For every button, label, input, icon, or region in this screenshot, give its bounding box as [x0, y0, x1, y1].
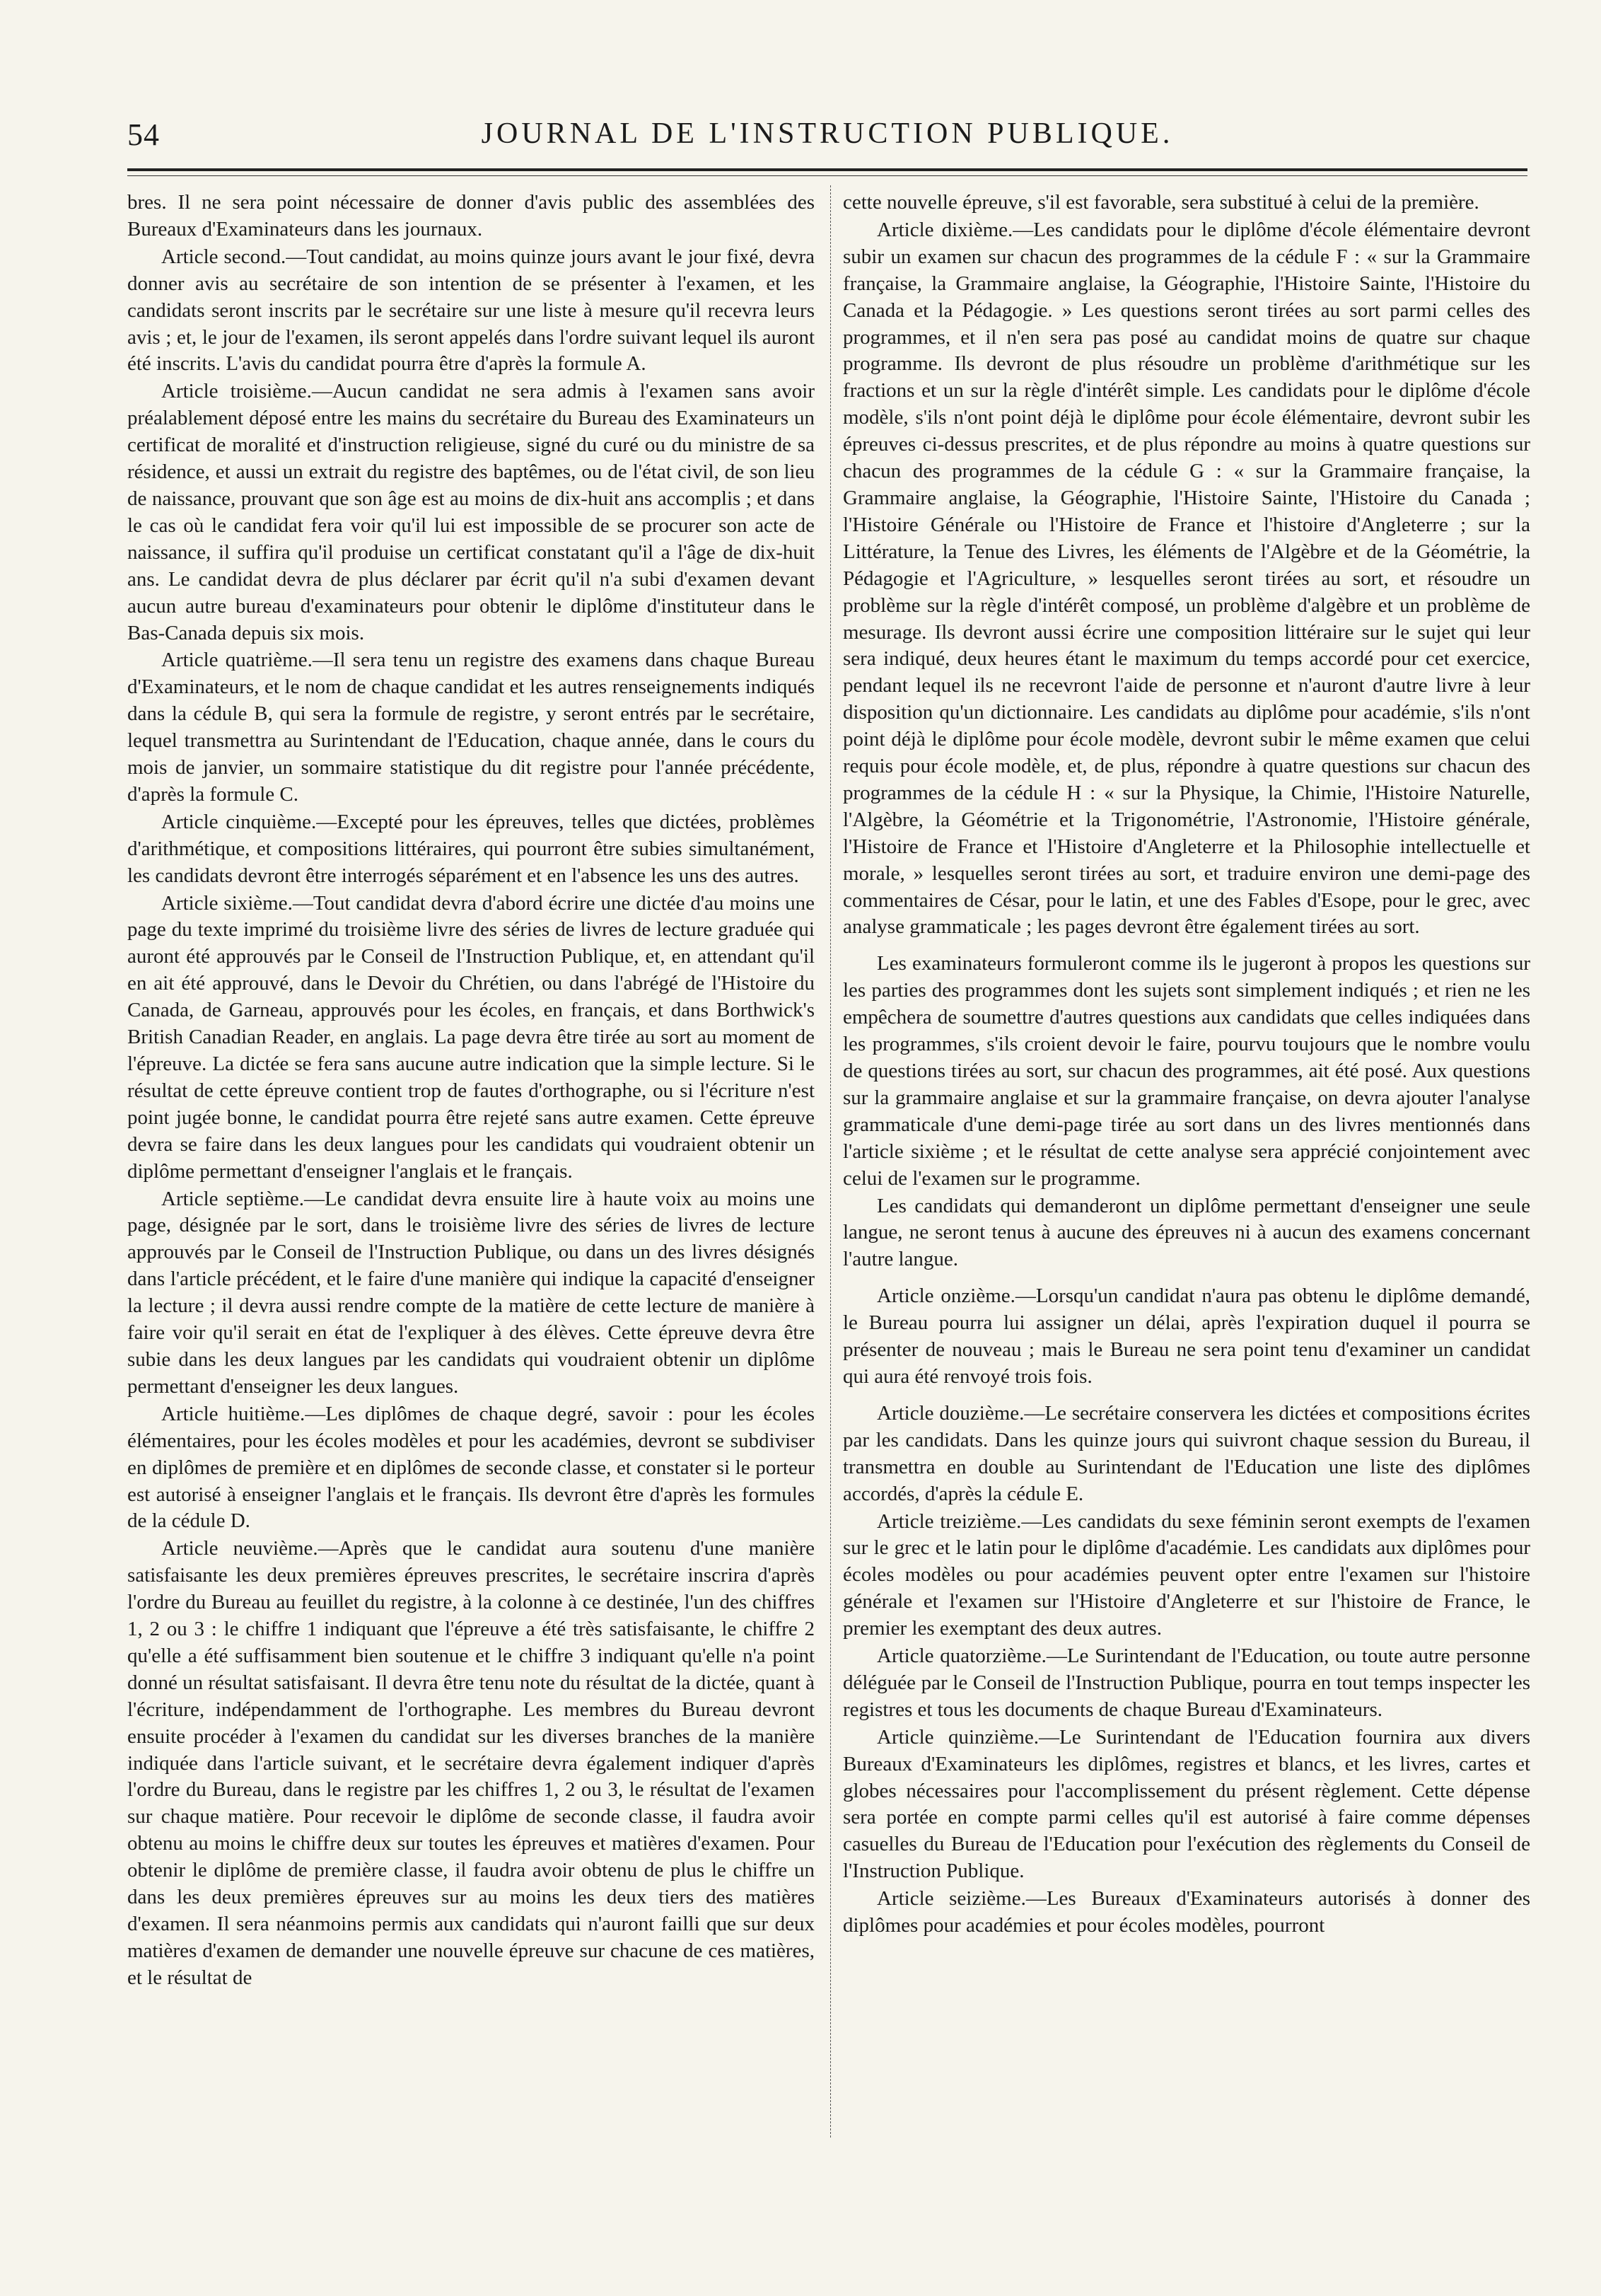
paragraph: bres. Il ne sera point nécessaire de donner d'avis public des assemblées des Bureaux d'Examinateurs dans les journaux.: [127, 191, 815, 240]
paragraph: Article troisième.—Aucun candidat ne sera admis à l'examen sans avoir préalablement déposé entre les mains du secrétaire du Bureau des Examinateurs un certificat de moralité et d'instruction religieuse, signé du curé ou du ministre de sa résidence, et aussi un extrait du registre des baptêmes, ou de l'état civil, de son lieu de naissance, prouvant que son âge est au moins de dix-huit ans accomplis ; et dans le cas où le candidat fera voir qu'il lui est impossible de se procurer son acte de naissance, il suffira qu'il produise un certificat constatant qu'il a l'âge de dix-huit ans. Le candidat devra de plus déclarer par écrit qu'il n'a subi d'examen devant aucun autre bureau d'examinateurs pour obtenir le diplôme d'instituteur dans le Bas-Canada depuis six mois.: [127, 380, 815, 644]
right-column: [843, 190, 1530, 2138]
left-column: [127, 190, 815, 2138]
paragraph: Article dixième.—Les candidats pour le diplôme d'école élémentaire devront subir un examen sur chacun des programmes de la cédule F : « sur la Grammaire française, la Grammaire anglaise, la Géographie, l'Histoire Sainte, l'Histoire du Canada et la Pédagogie. » Les questions seront tirées au sort parmi celles des programmes, et il n'en sera pas posé au candidat moins de quatre sur chaque programme. Ils devront de plus résoudre un problème d'arithmétique sur les fractions et un sur la règle d'intérêt simple. Les candidats pour le diplôme d'école modèle, s'ils n'ont point déjà le diplôme pour école élémentaire, devront subir les épreuves ci-dessus prescrites, et de plus répondre au moins à quatre questions sur chacun des programmes de la cédule G : « sur la Grammaire française, la Grammaire anglaise, la Géographie, l'Histoire Sainte, l'Histoire du Canada ; l'Histoire Générale ou l'Histoire de France et l'histoire d'Angleterre ; sur la Littérature, la Tenue des Livres, les éléments de l'Algèbre et de la Géométrie, la Pédagogie et l'Agriculture, » lesquelles seront tirées au sort, et résoudre un problème sur la règle d'intérêt composé, un problème d'algèbre et un problème de mesurage. Ils devront aussi écrire une composition littéraire sur le sujet qui leur sera indiqué, deux heures étant le maximum du temps accordé pour cet exercice, pendant lequel ils ne recevront l'aide de personne et n'auront d'autre livre à leur disposition qu'un dictionnaire. Les candidats au diplôme pour académie, s'ils n'ont point déjà le diplôme pour école modèle, devront subir le même examen que celui requis pour école modèle, et, de plus, répondre à quatre questions sur chacun des programmes de la cédule H : « sur la Physique, la Chimie, l'Histoire Naturelle, l'Algèbre, la Géométrie et la Trigonométrie, l'Astronomie, l'Histoire générale, l'Histoire de France et l'Histoire d'Angleterre et la Philosophie intellectuelle et morale, » lesquelles seront tirées au sort, et traduire environ une demi-page des commentaires de César, pour le latin, et une des Fables d'Esope, pour le grec, avec analyse grammaticale ; les pages devront être également tirées au sort.: [843, 218, 1530, 939]
running-title: JOURNAL DE L'INSTRUCTION PUBLIQUE.: [481, 117, 1174, 150]
paragraph: Article huitième.—Les diplômes de chaque degré, savoir : pour les écoles élémentaires, pour les écoles modèles et pour les académies, devront se subdiviser en diplômes de première et en diplômes de seconde classe, et constater si le porteur est autorisé à enseigner l'anglais et le français. Ils devront être d'après les formules de la cédule D.: [127, 1402, 815, 1533]
paragraph: Les candidats qui demanderont un diplôme permettant d'enseigner une seule langue, ne seront tenus à aucune des épreuves ni à aucun des examens concernant l'autre langue.: [843, 1194, 1530, 1271]
paragraph: Article neuvième.—Après que le candidat aura soutenu d'une manière satisfaisante les deux premières épreuves prescrites, le secrétaire inscrira d'après l'ordre du Bureau au feuillet du registre, à la colonne à ce destinée, l'un des chiffres 1, 2 ou 3 : le chiffre 1 indiquant que l'épreuve a été très satisfaisante, le chiffre 2 qu'elle a été suffisamment bien soutenue et le chiffre 3 indiquant qu'elle n'a point donné un résultat satisfaisant. Il devra être tenu note du résultat de la dictée, quant à l'écriture, indépendamment de l'orthographe. Les membres du Bureau devront ensuite procéder à l'examen du candidat sur les diverses branches de la manière indiquée dans l'article suivant, et le secrétaire devra également indiquer d'après l'ordre du Bureau, dans le registre par les chiffres 1, 2 ou 3, le résultat de l'examen sur chaque matière. Pour recevoir le diplôme de seconde classe, il faudra avoir obtenu au moins le chiffre deux sur toutes les épreuves et matières d'examen. Pour obtenir le diplôme de première classe, il faudra avoir obtenu de plus le chiffre un dans les deux premières épreuves sur au moins les deux tiers des matières d'examen. Il sera néanmoins permis aux candidats qui n'auront failli que sur deux matières d'examen de demander une nouvelle épreuve sur chacune de ces matières, et le résultat de: [127, 1537, 815, 1989]
paragraph: Article septième.—Le candidat devra ensuite lire à haute voix au moins une page, désignée par le sort, dans le troisième livre des séries de livres de lecture approuvés par le Conseil de l'Instruction Publique, ou dans un des livres désignés dans l'article précédent, et le faire d'une manière qui indique la capacité d'enseigner la lecture ; il devra aussi rendre compte de la matière de cette lecture de manière à faire voir qu'il serait en état de l'expliquer à des élèves. Cette épreuve devra être subie dans les deux langues par les candidats qui voudraient obtenir un diplôme permettant d'enseigner les deux langues.: [127, 1187, 815, 1398]
paragraph: Article sixième.—Tout candidat devra d'abord écrire une dictée d'au moins une page du texte imprimé du troisième livre des séries de livres de lecture graduée qui auront été approuvés par le Conseil de l'Instruction Publique, et, en attendant qu'il en ait été approuvé, dans le Devoir du Chrétien, ou dans l'abrégé de l'Histoire du Canada, de Garneau, approuvés pour les écoles, en français, et dans Borthwick's British Canadian Reader, en anglais. La page devra être tirée au sort au moment de l'épreuve. La dictée se fera sans aucune autre indication que la simple lecture. Si le résultat de cette épreuve contient trop de fautes d'orthographe, ou si l'écriture n'est point jugée bonne, le candidat pourra être rejeté sans autre examen. Cette épreuve devra se faire dans les deux langues pour les candidats qui voudraient obtenir un diplôme permettant d'enseigner l'anglais et le français.: [127, 891, 815, 1183]
paragraph: Article quinzième.—Le Surintendant de l'Education fournira aux divers Bureaux d'Examinateurs les diplômes, registres et blancs, et les livres, cartes et globes nécessaires pour l'accomplissement du présent règlement. Cette dépense sera portée en compte parmi celles qu'il est autorisé à faire comme dépenses casuelles du Bureau de l'Education pour l'exécution des règlements du Conseil de l'Instruction Publique.: [843, 1725, 1530, 1883]
header-rule-thick: [127, 168, 1527, 171]
paragraph: Article second.—Tout candidat, au moins quinze jours avant le jour fixé, devra donner avis au secrétaire de son intention de se présenter à l'examen, et les candidats seront inscrits par le secrétaire sur une liste à mesure qu'il recevra leurs avis ; et, le jour de l'examen, ils seront appelés dans l'ordre suivant lequel ils auront été inscrits. L'avis du candidat pourra être d'après la formule A.: [127, 245, 815, 376]
page-number: 54: [127, 117, 160, 152]
paragraph: Article treizième.—Les candidats du sexe féminin seront exempts de l'examen sur le grec et le latin pour le diplôme d'académie. Les candidats aux diplômes pour écoles modèles ou pour académies peuvent opter entre l'examen sur l'histoire générale et l'examen sur l'Histoire d'Angleterre et sur l'histoire de France, le premier les exemptant des deux autres.: [843, 1509, 1530, 1640]
paragraph: Article quatorzième.—Le Surintendant de l'Education, ou toute autre personne déléguée par le Conseil de l'Instruction Publique, pourra en tout temps inspecter les registres et tous les documents de chaque Bureau d'Examinateurs.: [843, 1645, 1530, 1721]
paragraph: Article onzième.—Lorsqu'un candidat n'aura pas obtenu le diplôme demandé, le Bureau pourra lui assigner un délai, après l'expiration duquel il pourra se présenter de nouveau ; mais le Bureau ne sera point tenu d'examiner un candidat qui aura été renvoyé trois fois.: [843, 1285, 1530, 1388]
paragraph: cette nouvelle épreuve, s'il est favorable, sera substitué à celui de la première.: [843, 191, 1479, 214]
column-divider: [830, 185, 831, 2138]
paragraph: Les examinateurs formuleront comme ils le jugeront à propos les questions sur les parties des programmes dont les sujets sont simplement indiqués ; et rien ne les empêchera de soumettre d'autres questions aux candidats que celles indiquées dans les programmes, s'ils croient devoir le faire, pourvu toujours que le nombre voulu de questions tirées au sort, sur chacun des programmes, ait été posé. Aux questions sur la grammaire anglaise et sur la grammaire française, on devra ajouter l'analyse grammaticale d'une demi-page tirée au sort dans un des livres mentionnés dans l'article sixième ; et le résultat de cette analyse sera apprécié conjointement avec celui de l'examen sur le programme.: [843, 952, 1530, 1190]
header-rule-thin: [127, 175, 1527, 176]
paragraph: Article cinquième.—Excepté pour les épreuves, telles que dictées, problèmes d'arithmétique, et compositions littéraires, qui pourront être subies simultanément, les candidats devront être interrogés séparément et en l'absence les uns des autres.: [127, 810, 815, 887]
page-header: [127, 117, 1527, 166]
paragraph: Article douzième.—Le secrétaire conservera les dictées et compositions écrites par les candidats. Dans les quinze jours qui suivront chaque session du Bureau, il transmettra en double au Surintendant de l'Education une liste des diplômes accordés, d'après la cédule E.: [843, 1401, 1530, 1505]
paragraph: Article seizième.—Les Bureaux d'Examinateurs autorisés à donner des diplômes pour académies et pour écoles modèles, pourront: [843, 1887, 1530, 1937]
paragraph: Article quatrième.—Il sera tenu un registre des examens dans chaque Bureau d'Examinateurs, et le nom de chaque candidat et les autres renseignements indiqués dans la cédule B, qui sera la formule de registre, y seront entrés par le secrétaire, lequel transmettra au Surintendant de l'Education, chaque année, dans le cours du mois de janvier, un sommaire statistique du dit registre pour l'année précédente, d'après la formule C.: [127, 649, 815, 806]
